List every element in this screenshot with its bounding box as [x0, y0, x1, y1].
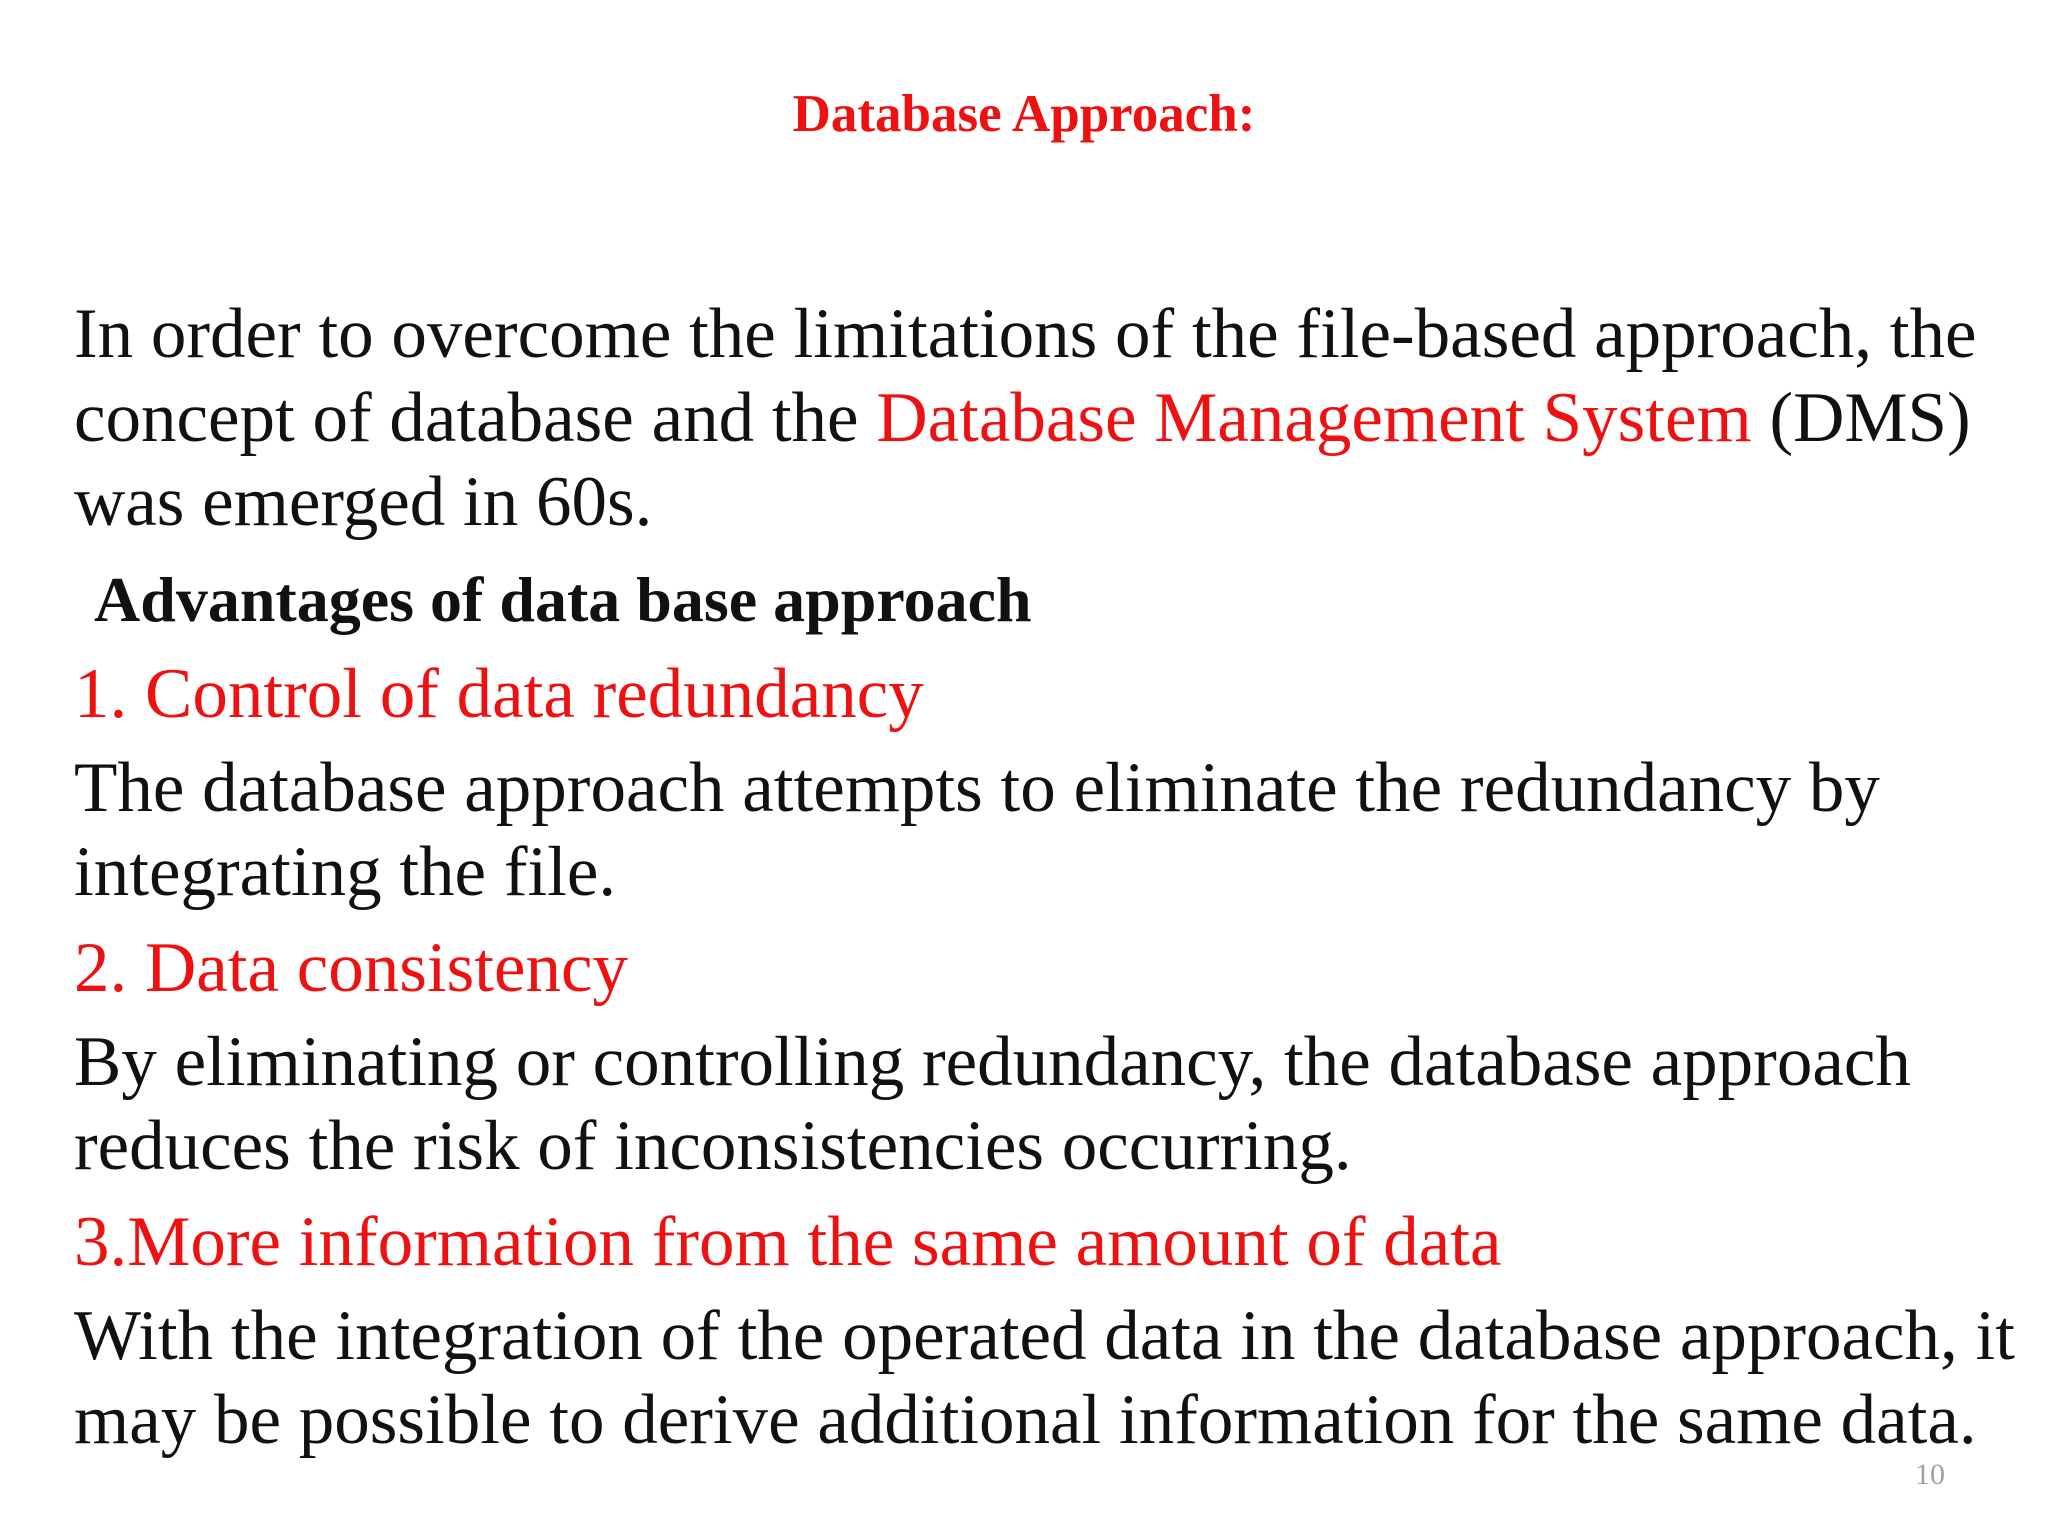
intro-line-3: was emerged in 60s.: [74, 463, 653, 541]
advantage-2-line-2: reduces the risk of inconsistencies occurring.: [74, 1107, 1352, 1185]
advantage-2-line-1: By eliminating or controlling redundancy, the database approach: [74, 1023, 1911, 1101]
dms-abbreviation: (DMS): [1751, 379, 1971, 457]
intro-line-2-text: concept of database and the: [74, 379, 877, 457]
advantage-description-2: [74, 1020, 1994, 1188]
advantage-title-2: 2. Data consistency: [74, 929, 629, 1007]
advantages-heading: Advantages of data base approach: [94, 564, 1032, 635]
slide-content: [74, 292, 2015, 1462]
advantage-1-line-1: The database approach attempts to eliminate the redundancy by: [74, 749, 1880, 827]
advantage-3-line-1: With the integration of the operated data in the database approach, it: [74, 1297, 2015, 1375]
intro-line-2: [74, 376, 1994, 460]
advantage-title-3: 3.More information from the same amount of data: [74, 1203, 1502, 1281]
advantage-title-1: 1. Control of data redundancy: [74, 655, 924, 733]
intro-line-1: In order to overcome the limitations of the file-based approach, the: [74, 295, 1977, 373]
intro-paragraph: [74, 292, 1994, 544]
advantage-description-1: [74, 746, 1994, 914]
advantage-description-3: [74, 1294, 2015, 1462]
slide-title: Database Approach:: [792, 85, 1256, 143]
dms-highlight: Database Management System: [876, 379, 1752, 457]
advantage-1-line-2: integrating the file.: [74, 833, 617, 911]
page-number: 10: [1915, 1458, 1945, 1491]
advantage-3-line-2: may be possible to derive additional information for the same data.: [74, 1381, 1977, 1459]
